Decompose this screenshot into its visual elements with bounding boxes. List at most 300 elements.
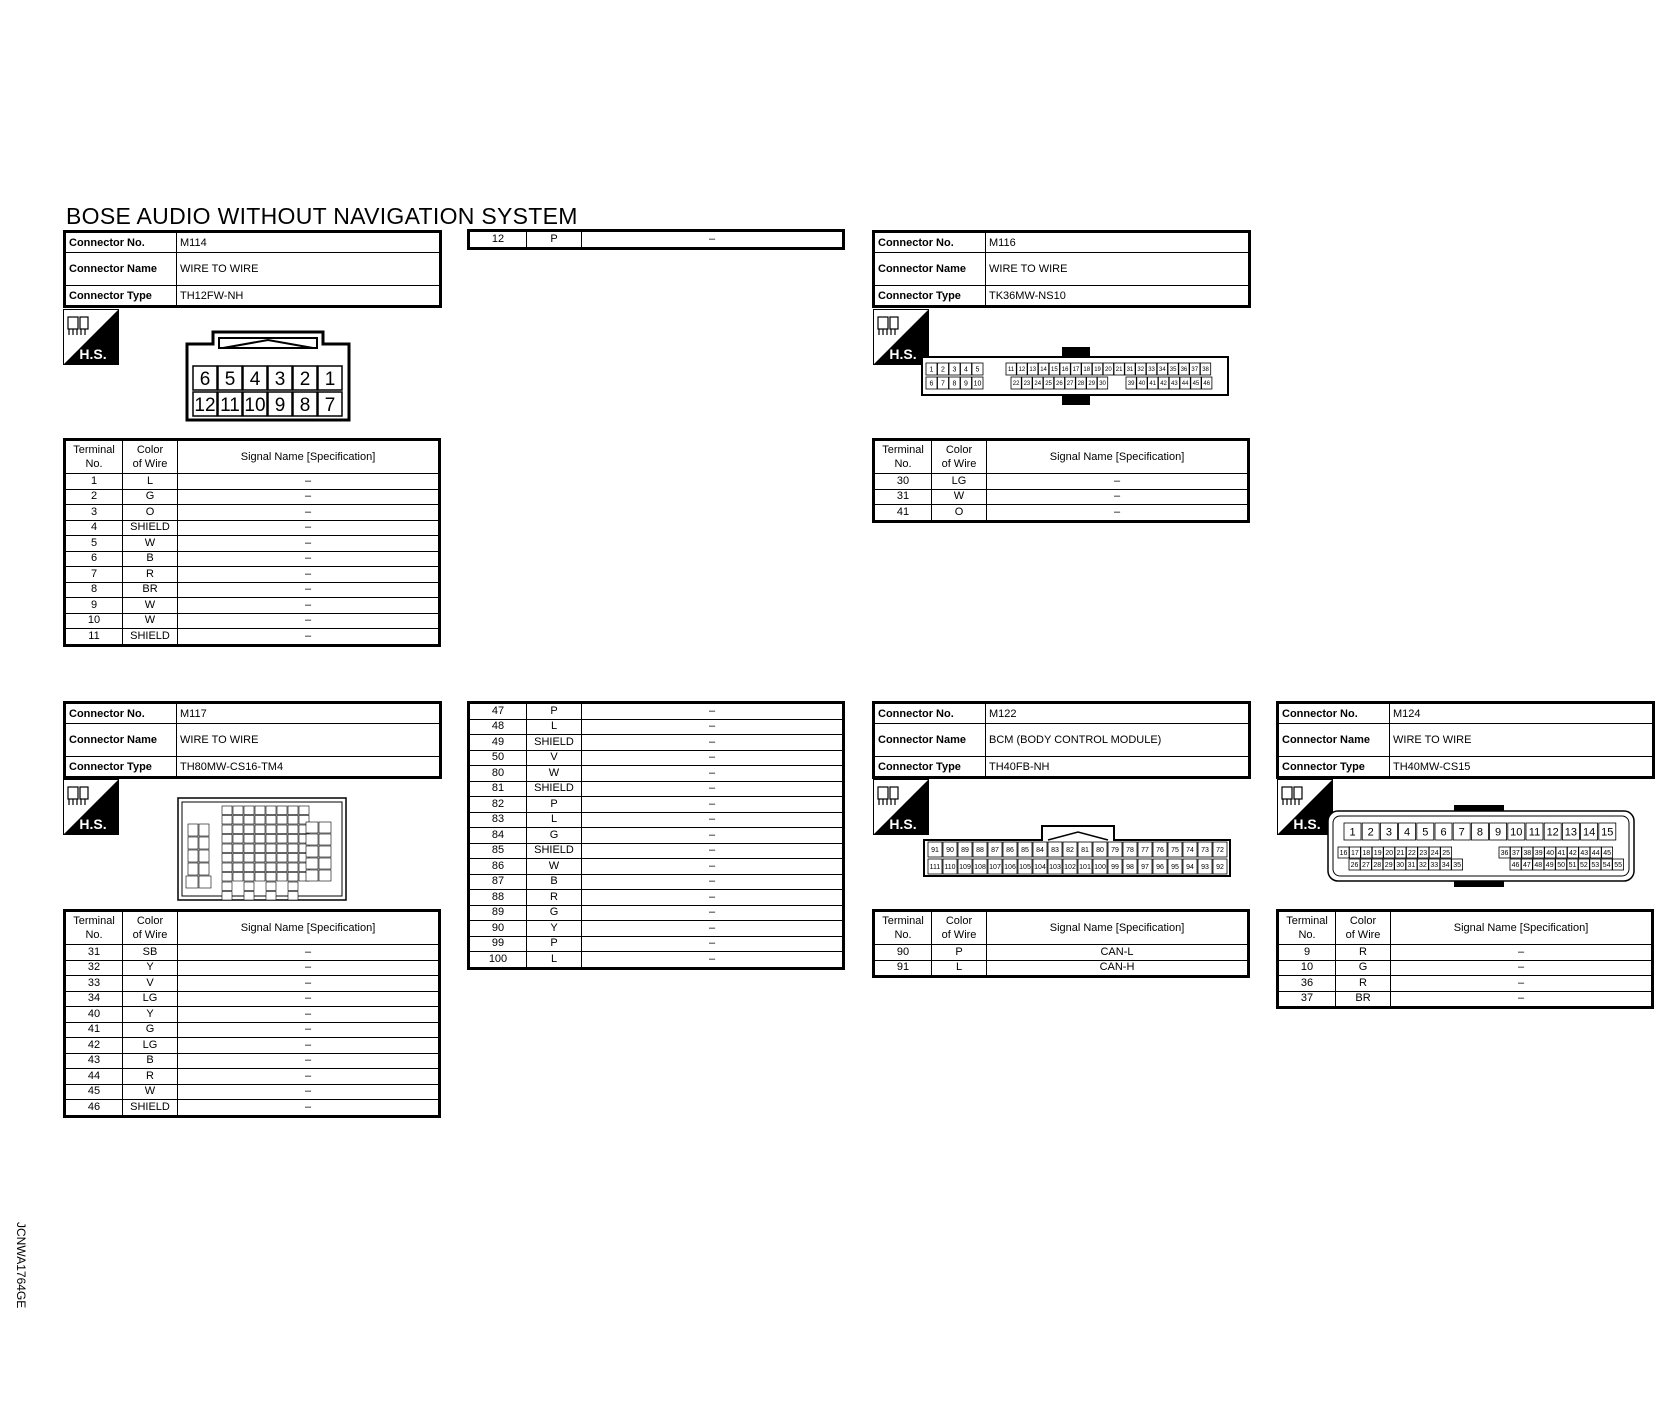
pin-number: 81 [1081, 847, 1089, 855]
color-header: Color of Wire [123, 440, 178, 474]
pin-number: 99 [1111, 864, 1119, 872]
wire-color: R [527, 890, 582, 906]
pin-number: 28 [1077, 381, 1085, 388]
connector-pin [233, 863, 243, 872]
pin-number: 12 [1546, 826, 1559, 839]
table-row [469, 859, 844, 875]
m117-header [63, 701, 442, 779]
pin-number: 91 [931, 847, 939, 855]
connector-pin [244, 835, 254, 844]
terminal-no: 80 [469, 766, 527, 782]
pin-number: 25 [1045, 381, 1052, 388]
connector-pin [266, 835, 276, 844]
connector-pin [244, 892, 254, 901]
terminal-no: 6 [65, 551, 123, 567]
label-connector-no: Connector No. [65, 703, 177, 724]
table-row [469, 812, 844, 828]
pin-number: 21 [1115, 367, 1123, 374]
pin-number: 1 [324, 368, 336, 390]
pin-number: 4 [964, 366, 968, 374]
signal-name: – [582, 703, 844, 720]
pin-number: 105 [1019, 864, 1031, 872]
pin-number: 3 [274, 368, 286, 390]
pin-number: 20 [1105, 367, 1112, 374]
m117-type: TH80MW-CS16-TM4 [177, 757, 441, 778]
pin-number: 14 [1582, 826, 1596, 839]
connector-pin [199, 837, 209, 849]
label-connector-type: Connector Type [65, 757, 177, 778]
label-connector-name: Connector Name [874, 253, 986, 286]
pin-number: 25 [1442, 850, 1450, 858]
terminal-no: 1 [65, 474, 123, 490]
pin-number: 45 [1192, 381, 1200, 388]
pin-number: 75 [1171, 847, 1179, 855]
pin-number: 32 [1419, 862, 1427, 870]
signal-name: – [178, 536, 440, 552]
label-connector-no: Connector No. [1278, 703, 1390, 724]
pin-number: 13 [1029, 367, 1037, 374]
connector-pin [288, 863, 298, 872]
pin-number: 10 [1510, 826, 1523, 839]
table-row [1278, 991, 1653, 1008]
pin-number: 89 [961, 847, 969, 855]
signal-name: – [178, 598, 440, 614]
table-row [874, 505, 1249, 522]
pin-number: 24 [1034, 381, 1042, 388]
wire-color: G [123, 1022, 178, 1038]
pin-number: 15 [1051, 367, 1058, 374]
pin-number: 4 [249, 368, 261, 390]
pin-number: 26 [1350, 862, 1359, 870]
pin-number: 2 [1367, 826, 1374, 839]
pin-number: 85 [1021, 847, 1029, 855]
connector-pin [199, 850, 209, 862]
m124-name: WIRE TO WIRE [1390, 724, 1654, 757]
table-row [1278, 976, 1653, 992]
m114-type: TH12FW-NH [177, 286, 441, 307]
table-row [874, 945, 1249, 961]
wire-color: SB [123, 945, 178, 961]
terminal-no: 12 [469, 231, 527, 249]
connector-pin [288, 806, 298, 815]
wire-color: SHIELD [123, 629, 178, 646]
pin-number: 31 [1407, 862, 1416, 870]
m116-type: TK36MW-NS10 [986, 286, 1250, 307]
hs-icon [1277, 779, 1333, 835]
pin-number: 108 [974, 864, 986, 872]
wire-color: P [527, 703, 582, 720]
terminal-no: 91 [874, 960, 932, 977]
pin-number: 77 [1141, 847, 1149, 855]
wire-color: BR [123, 582, 178, 598]
connector-pin [188, 850, 198, 862]
signal-name: – [582, 735, 844, 751]
wire-color: L [123, 474, 178, 490]
pin-number: 8 [299, 394, 311, 416]
signal-name: – [582, 719, 844, 735]
label-connector-name: Connector Name [874, 724, 986, 757]
table-row [65, 551, 440, 567]
signal-name: – [582, 859, 844, 875]
connector-pin [233, 825, 243, 834]
table-row [65, 1022, 440, 1038]
signal-name: – [582, 797, 844, 813]
terminal-no: 42 [65, 1038, 123, 1054]
connector-pin [222, 844, 232, 853]
signal-name: – [582, 828, 844, 844]
pin-number: 92 [1216, 864, 1224, 872]
table-row [65, 536, 440, 552]
pin-number: 104 [1034, 864, 1046, 872]
svg-text:H.S.: H.S. [889, 816, 917, 832]
pin-number: 19 [1373, 850, 1382, 858]
connector-pin [306, 846, 318, 857]
terminal-no: 87 [469, 874, 527, 890]
label-connector-no: Connector No. [874, 703, 986, 724]
pin-number: 107 [989, 864, 1001, 872]
signal-name: – [178, 1069, 440, 1085]
m122-connector-face [922, 824, 1232, 878]
connector-pin [244, 816, 254, 825]
wire-color: SHIELD [527, 781, 582, 797]
pin-number: 101 [1079, 864, 1091, 872]
m124-no: M124 [1390, 703, 1654, 724]
signal-name: – [582, 890, 844, 906]
wire-color: V [527, 750, 582, 766]
pin-number: 95 [1171, 864, 1179, 872]
connector-pin [277, 816, 287, 825]
terminal-no: 90 [469, 921, 527, 937]
table-row [65, 976, 440, 992]
connector-pin [244, 873, 254, 882]
pin-number: 5 [224, 368, 236, 390]
connector-pin [199, 876, 211, 888]
table-row [469, 890, 844, 906]
pin-number: 17 [1351, 850, 1359, 858]
connector-pin [288, 825, 298, 834]
pin-number: 93 [1201, 864, 1209, 872]
signal-name: – [178, 1084, 440, 1100]
pin-number: 100 [1094, 864, 1106, 872]
m114-connector-face [183, 330, 353, 422]
connector-pin [244, 854, 254, 863]
terminal-no: 88 [469, 890, 527, 906]
table-row [65, 960, 440, 976]
table-row [65, 629, 440, 646]
signal-name: – [1391, 960, 1653, 976]
m124-type: TH40MW-CS15 [1390, 757, 1654, 778]
label-connector-name: Connector Name [1278, 724, 1390, 757]
m122-type: TH40FB-NH [986, 757, 1250, 778]
wire-color: P [932, 945, 987, 961]
wire-color: SHIELD [123, 1100, 178, 1117]
pin-number: 78 [1126, 847, 1134, 855]
pin-number: 30 [1396, 862, 1404, 870]
wire-color: G [527, 905, 582, 921]
pin-number: 28 [1373, 862, 1382, 870]
page-title: BOSE AUDIO WITHOUT NAVIGATION SYSTEM [66, 203, 578, 229]
pin-number: 51 [1568, 862, 1577, 870]
terminal-no: 47 [469, 703, 527, 720]
table-row [65, 613, 440, 629]
wire-color: LG [932, 474, 987, 490]
connector-pin [222, 892, 232, 901]
pin-number: 17 [1072, 367, 1080, 374]
connector-pin [288, 816, 298, 825]
connector-pin [266, 854, 276, 863]
pin-number: 38 [1523, 850, 1532, 858]
connector-pin [288, 835, 298, 844]
pin-number: 6 [1440, 826, 1447, 839]
pin-number: 24 [1430, 850, 1439, 858]
pin-number: 11 [1528, 826, 1541, 839]
pin-number: 55 [1614, 862, 1622, 870]
pin-number: 37 [1512, 850, 1520, 858]
terminal-no: 82 [469, 797, 527, 813]
wire-color: W [123, 536, 178, 552]
connector-pin [306, 834, 318, 845]
pin-number: 3 [952, 366, 957, 374]
signal-name: – [178, 945, 440, 961]
signal-name: – [178, 489, 440, 505]
m122-terminal-table: Terminal No. Color of Wire Signal Name [Specification] 90 P CAN-L 91 L CAN-H [872, 909, 1250, 978]
pin-number: 11 [220, 394, 240, 416]
wire-color: W [123, 1084, 178, 1100]
table-row [469, 703, 844, 720]
signal-name: – [582, 812, 844, 828]
terminal-no: 84 [469, 828, 527, 844]
connector-pin [255, 816, 265, 825]
terminal-no: 50 [469, 750, 527, 766]
connector-pin [255, 825, 265, 834]
table-row [469, 750, 844, 766]
m117-connector-face [176, 794, 348, 904]
signal-name: – [178, 551, 440, 567]
table-row [65, 1007, 440, 1023]
pin-number: 30 [1099, 381, 1106, 388]
connector-pin [266, 806, 276, 815]
pin-number: 29 [1088, 381, 1096, 388]
signal-name: – [582, 921, 844, 937]
pin-number: 6 [199, 368, 211, 390]
connector-pin [319, 858, 331, 869]
connector-pin [319, 870, 331, 881]
pin-number: 15 [1601, 826, 1614, 839]
connector-pin [277, 835, 287, 844]
wire-color: G [1336, 960, 1391, 976]
signal-name: – [987, 505, 1249, 522]
m114-terminal-table-cont [467, 229, 845, 250]
pin-number: 40 [1546, 850, 1554, 858]
table-row [469, 766, 844, 782]
m116-terminal-table: Terminal No. Color of Wire Signal Name [Specification] 30 LG – 31 W – 41 O – [872, 438, 1250, 523]
pin-number: 45 [1603, 850, 1611, 858]
pin-number: 73 [1201, 847, 1209, 855]
signal-name: – [178, 960, 440, 976]
signal-name: CAN-H [987, 960, 1249, 977]
label-connector-name: Connector Name [65, 253, 177, 286]
connector-pin [288, 892, 298, 901]
wire-color: SHIELD [527, 735, 582, 751]
table-row [469, 874, 844, 890]
m122-name: BCM (BODY CONTROL MODULE) [986, 724, 1250, 757]
connector-pin [288, 844, 298, 853]
pin-number: 84 [1036, 847, 1044, 855]
m117-terminal-table-cont [467, 701, 845, 970]
signal-name: – [582, 231, 844, 249]
connector-pin [255, 835, 265, 844]
pin-number: 7 [1458, 826, 1465, 839]
connector-pin [319, 846, 331, 857]
connector-pin [277, 806, 287, 815]
pin-number: 33 [1148, 367, 1155, 374]
terminal-no: 3 [65, 505, 123, 521]
pin-number: 18 [1362, 850, 1371, 858]
label-connector-type: Connector Type [874, 286, 986, 307]
wire-color: R [1336, 976, 1391, 992]
pin-number: 22 [1408, 850, 1416, 858]
pin-number: 1 [1349, 826, 1356, 839]
connector-pin [233, 816, 243, 825]
pin-number: 96 [1156, 864, 1164, 872]
hs-icon [873, 779, 929, 835]
pin-number: 88 [976, 847, 984, 855]
table-row [65, 1038, 440, 1054]
terminal-no: 9 [1278, 945, 1336, 961]
pin-number: 13 [1564, 826, 1578, 839]
connector-pin [255, 873, 265, 882]
connector-pin [306, 858, 318, 869]
pin-number: 27 [1362, 862, 1370, 870]
connector-pin [288, 854, 298, 863]
connector-pin [299, 806, 309, 815]
signal-name: CAN-L [987, 945, 1249, 961]
pin-number: 97 [1141, 864, 1149, 872]
wire-color: W [932, 489, 987, 505]
table-row [1278, 960, 1653, 976]
m122-header [872, 701, 1251, 779]
connector-pin [222, 835, 232, 844]
table-row [469, 231, 844, 249]
m116-header [872, 230, 1251, 308]
signal-name: – [178, 613, 440, 629]
connector-pin [266, 844, 276, 853]
pin-number: 9 [964, 380, 968, 388]
terminal-no: 41 [65, 1022, 123, 1038]
pin-number: 79 [1111, 847, 1119, 855]
pin-number: 23 [1419, 850, 1428, 858]
signal-name: – [178, 976, 440, 992]
pin-number: 53 [1591, 862, 1600, 870]
terminal-no: 31 [65, 945, 123, 961]
m114-terminal-table [63, 438, 441, 647]
connector-pin [277, 854, 287, 863]
wire-color: W [527, 766, 582, 782]
table-row [65, 520, 440, 536]
pin-number: 34 [1159, 367, 1166, 374]
table-row [65, 567, 440, 583]
wire-color: W [123, 598, 178, 614]
m117-terminal-table: Terminal No. Color of Wire Signal Name [Specification] 31 SB – 32 Y – 33 V – 34 LG – 40 Y – 41 G – 42 LG – 43 B – 44 R – 45 W – 46 SHIELD – [63, 909, 441, 1118]
m124-header [1276, 701, 1655, 779]
connector-pin [222, 863, 232, 872]
pin-number: 36 [1180, 367, 1188, 374]
pin-number: 43 [1171, 381, 1178, 388]
connector-pin [288, 873, 298, 882]
pin-number: 8 [952, 380, 957, 388]
table-row [65, 474, 440, 490]
pin-number: 109 [959, 864, 971, 872]
table-row [469, 921, 844, 937]
connector-pin [244, 825, 254, 834]
table-row [65, 1069, 440, 1085]
connector-pin [233, 854, 243, 863]
pin-number: 110 [944, 864, 956, 872]
pin-number: 35 [1453, 862, 1461, 870]
pin-number: 102 [1064, 864, 1076, 872]
connector-pin [233, 835, 243, 844]
table-row [469, 828, 844, 844]
pin-number: 39 [1127, 381, 1135, 388]
terminal-no: 100 [469, 952, 527, 969]
wire-color: R [1336, 945, 1391, 961]
wire-color: P [527, 231, 582, 249]
terminal-no: 46 [65, 1100, 123, 1117]
table-row [65, 945, 440, 961]
connector-pin [266, 882, 276, 891]
wire-color: W [123, 613, 178, 629]
terminal-no-header: Terminal No. [65, 440, 123, 474]
pin-number: 111 [929, 864, 941, 872]
connector-pin [255, 844, 265, 853]
pin-number: 7 [941, 380, 945, 388]
m122-no: M122 [986, 703, 1250, 724]
wire-color: O [932, 505, 987, 522]
pin-number: 10 [244, 394, 266, 416]
m117-no: M117 [177, 703, 441, 724]
wire-color: O [123, 505, 178, 521]
wire-color: V [123, 976, 178, 992]
connector-pin [222, 873, 232, 882]
terminal-no: 34 [65, 991, 123, 1007]
pin-number: 44 [1591, 850, 1600, 858]
connector-pin [266, 863, 276, 872]
pin-number: 4 [1404, 826, 1411, 839]
label-connector-no: Connector No. [874, 232, 986, 253]
terminal-no: 48 [469, 719, 527, 735]
hs-label: H.S. [79, 346, 107, 362]
pin-number: 39 [1534, 850, 1543, 858]
pin-number: 16 [1061, 367, 1069, 374]
label-connector-name: Connector Name [65, 724, 177, 757]
pin-number: 9 [1495, 826, 1502, 839]
wire-color: L [527, 952, 582, 969]
hs-icon [63, 779, 119, 835]
terminal-no: 37 [1278, 991, 1336, 1008]
pin-number: 98 [1126, 864, 1134, 872]
pin-number: 27 [1066, 381, 1074, 388]
wire-color: B [123, 1053, 178, 1069]
connector-pin [277, 873, 287, 882]
signal-name: – [178, 520, 440, 536]
pin-number: 90 [946, 847, 954, 855]
label-connector-type: Connector Type [65, 286, 177, 307]
wire-color: Y [123, 960, 178, 976]
connector-pin [244, 882, 254, 891]
pin-number: 48 [1534, 862, 1543, 870]
terminal-no: 41 [874, 505, 932, 522]
table-row [65, 598, 440, 614]
